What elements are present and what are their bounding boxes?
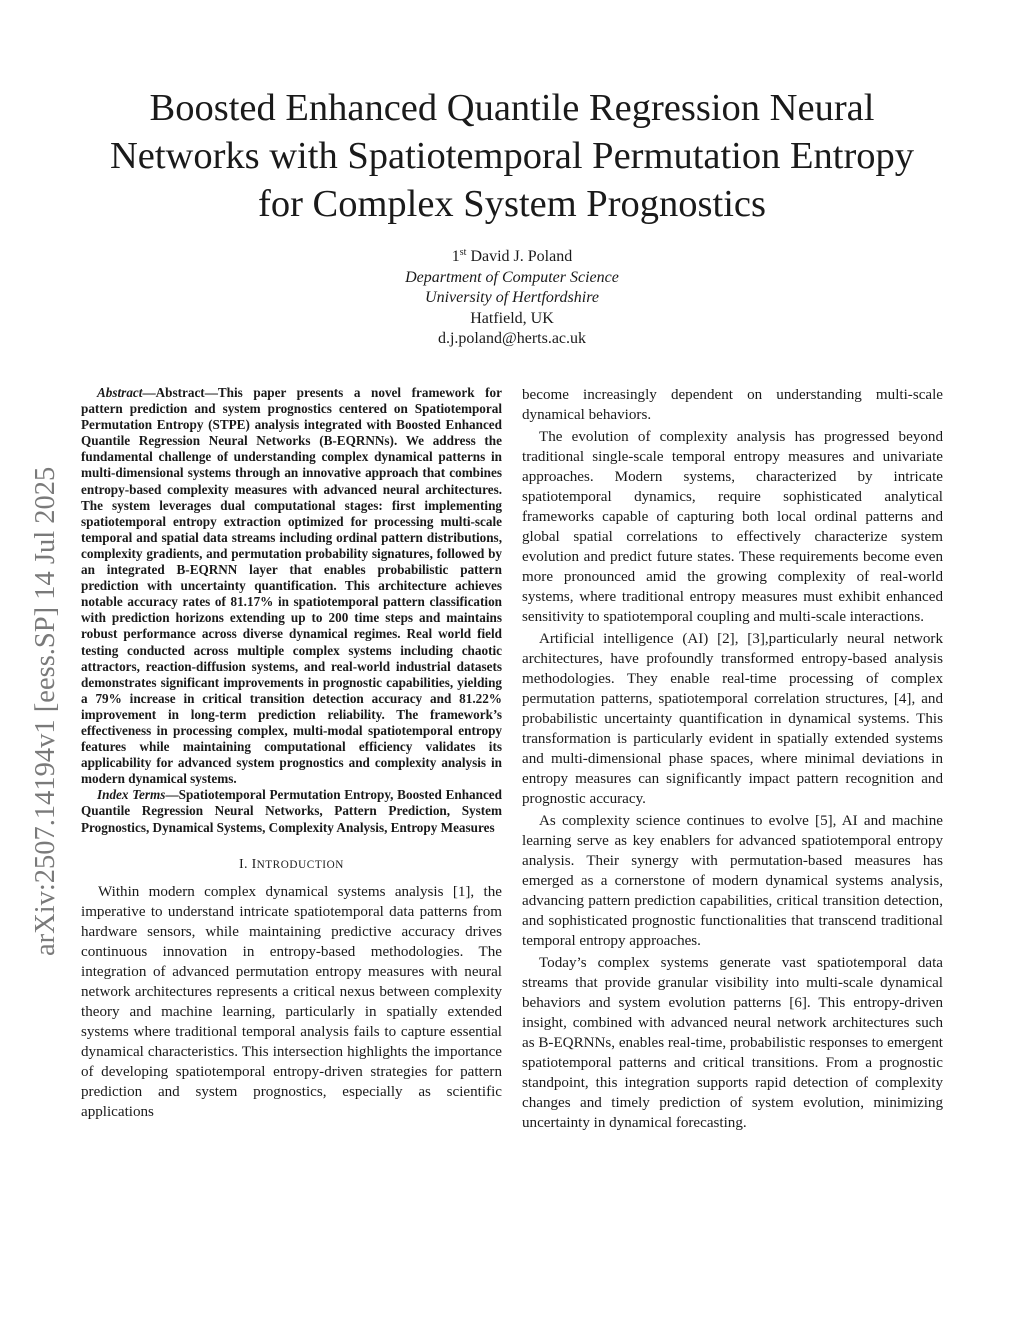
title-line-2: Networks with Spatiotemporal Permutation Entropy <box>109 135 915 177</box>
section-initial: I <box>251 856 257 872</box>
index-terms-label: Index Terms <box>97 787 166 803</box>
right-paragraph-continuation: become increasingly dependent on understanding multi-scale dynamical behaviors. <box>522 387 943 423</box>
author-name: David J. Poland <box>470 248 573 265</box>
author-department: Department of Computer Science <box>405 268 619 286</box>
section-title-rest: NTRODUCTION <box>256 858 344 871</box>
author-ordinal-suffix: st <box>459 247 467 258</box>
left-column <box>81 385 502 1122</box>
paper-title <box>70 84 954 228</box>
author-email: d.j.poland@herts.ac.uk <box>437 330 587 347</box>
section-heading-introduction <box>81 856 502 874</box>
author-university: University of Hertfordshire <box>425 289 599 306</box>
author-ordinal: 1 <box>451 248 460 265</box>
abstract-text: —Abstract—This paper presents a novel framework for pattern prediction and system prognostics centered on Spatiotemporal Permutation Entropy (STPE) analysis integrated with Boosted Enhanced Quantile Regression Neural Networks (B-EQRNNs). We address the fundamental challenge of understanding complex dynamical patterns in multi-dimensional systems through an innovative approach that combines entropy-based complexity measures with advanced neural architectures. The system leverages dual computational stages: first implementing spatiotemporal entropy extraction optimized for processing multi-scale temporal and spatial data streams including ordinal pattern distributions, complexity gradients, and permutation probability signatures, followed by an integrated B-EQRNN layer that enables probabilistic pattern prediction with uncertainty quantification. This architecture achieves notable accuracy rates of 81.17% in spatiotemporal pattern classification with prediction horizons extending up to 200 time steps and maintains robust performance across diverse dynamical regimes. Real world field testing conducted across multiple complex systems including chaotic attractors, reaction-diffusion systems, and real-world industrial datasets demonstrates significant improvements in prognostic capabilities, yielding a 79% increase in critical transition detection accuracy and 81.22% improvement in long-term prediction reliability. The framework’s effectiveness in processing complex, multi-modal spatiotemporal entropy features while maintaining computational efficiency validates its applicability for advanced system prognostics and complexity analysis in modern dynamical systems. <box>81 385 502 787</box>
author-location: Hatfield, UK <box>470 309 554 327</box>
intro-paragraph-1: Within modern complex dynamical systems analysis [1], the imperative to understand intricate spatiotemporal data patterns from hardware sensors, while maintaining predictive accuracy drives continuous innovation in entropy-based methodologies. The integration of advanced permutation entropy measures with neural network architectures represents a critical nexus between complexity theory and machine learning, particularly in spatially extended systems where traditional temporal analysis fails to capture essential dynamical characteristics. This intersection highlights the importance of developing spatiotemporal entropy-driven strategies for pattern prediction and system prognostics, especially as scientific applications <box>81 883 502 1120</box>
right-column <box>522 385 943 1133</box>
arxiv-stamp: arXiv:2507.14194v1 [eess.SP] 14 Jul 2025 <box>30 466 61 956</box>
right-paragraph-4: As complexity science continues to evolve [5], AI and machine learning serve as key enablers for advanced spatiotemporal entropy analysis. Their synergy with permutation-based measures has emerged as a cornerstone of modern dynamical systems analysis, advancing pattern prediction capabilities, critical transition detection, and sophisticated prognostic functionalities that transcend traditional temporal entropy approaches. <box>522 813 943 949</box>
index-terms-text: —Spatiotemporal Permutation Entropy, Boosted Enhanced Quantile Regression Neural Networks, Pattern Prediction, System Prognostics, Dynamical Systems, Complexity Analysis, Entropy Measures <box>81 787 502 835</box>
right-paragraph-3: Artificial intelligence (AI) [2], [3],particularly neural network architectures, have profoundly transformed entropy-based analysis methodologies. They enable real-time processing of complex permutation patterns, spatiotemporal correlation structures, [4], and probabilistic uncertainty quantification in dynamical systems. This transformation is particularly evident in spatially extended systems and multi-dimensional phase spaces, where minimal deviations in entropy measures can significantly impact pattern recognition and prognostic accuracy. <box>522 631 943 807</box>
title-line-3: for Complex System Prognostics <box>258 183 766 225</box>
title-line-1: Boosted Enhanced Quantile Regression Neural <box>149 87 875 129</box>
index-terms <box>81 787 502 835</box>
author-block <box>212 247 812 350</box>
right-paragraph-2: The evolution of complexity analysis has progressed beyond traditional single-scale temporal entropy measures and univariate approaches. Modern systems, characterized by intricate spatiotemporal dynamics, require sophisticated analytical frameworks capable of capturing both local ordinal patterns and global spatial correlations to effectively characterize system evolution and predict future states. These requirements become even more pronounced amid the growing complexity of real-world systems, where traditional entropy measures must exhibit enhanced sensitivity to spatiotemporal coupling and multi-scale interactions. <box>522 429 943 625</box>
section-numeral: I. <box>239 856 252 872</box>
author-name-line <box>212 247 812 268</box>
right-paragraph-5: Today’s complex systems generate vast spatiotemporal data streams that provide granular visibility into multi-scale dynamical behaviors and system evolution patterns [6]. This entropy-driven insight, combined with advanced neural network architectures such as B-EQRNNs, enables real-time, probabilistic responses to emergent spatiotemporal patterns and critical transitions. From a prognostic standpoint, this integration supports rapid detection of complexity changes and timely prediction of system evolution, minimizing uncertainty in dynamical forecasting. <box>522 955 943 1131</box>
abstract-label: Abstract <box>97 385 143 400</box>
abstract <box>81 385 502 787</box>
